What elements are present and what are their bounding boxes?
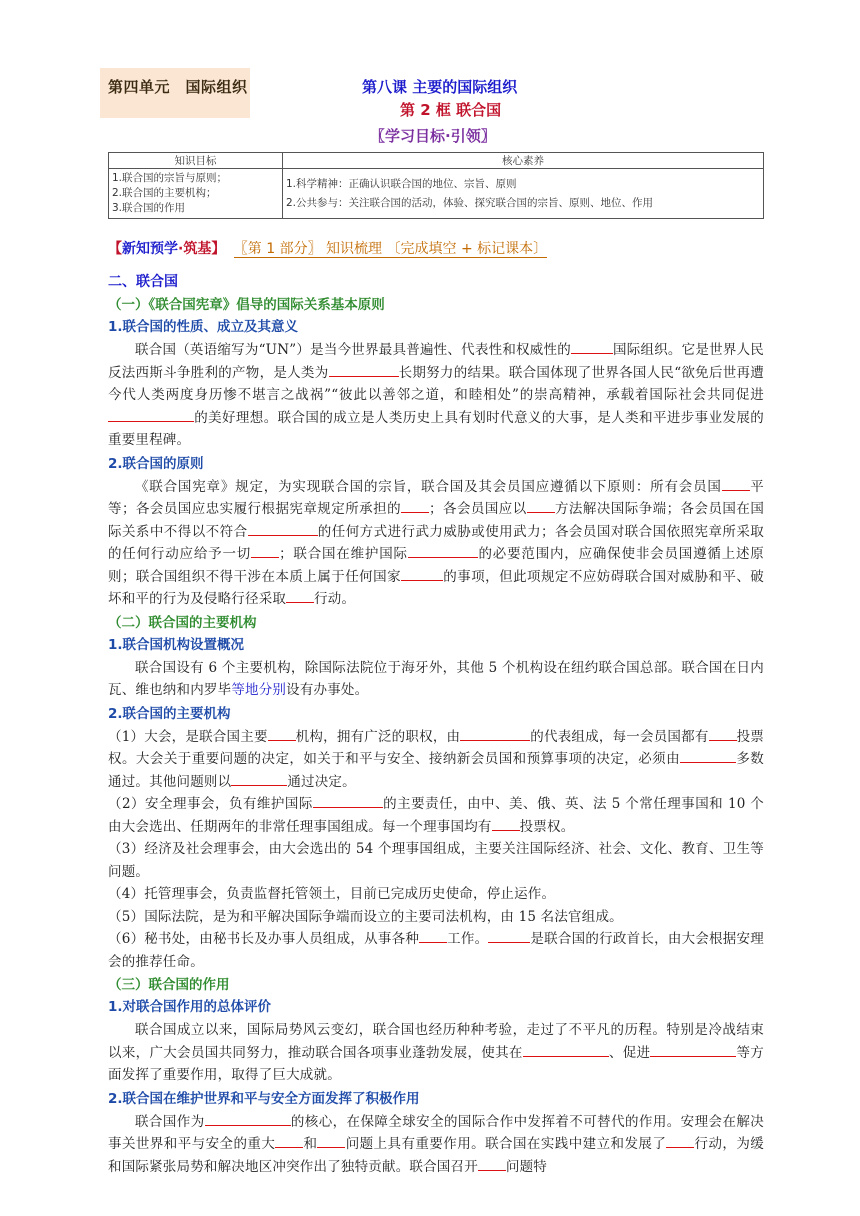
paragraph-ecosoc: （3）经济及社会理事会，由大会选出的 54 个理事国组成，主要关注国际经济、社会、文化、教育、卫生等问题。 xyxy=(108,841,764,880)
paragraph-secretariat xyxy=(108,928,764,973)
text: （2）安全理事会，负有维护国际 xyxy=(108,796,313,812)
frame-title: 第 2 框 联合国 xyxy=(400,101,502,119)
learning-goals-table xyxy=(108,152,764,219)
subsection-title: （一）《联合国宪章》倡导的国际关系基本原则 xyxy=(108,297,385,313)
fill-blank[interactable] xyxy=(401,567,443,581)
text: 的代表组成，每一会员国都有 xyxy=(530,728,709,745)
text: 机构，拥有广泛的职权，由 xyxy=(295,728,461,745)
item-title: 1.联合国的性质、成立及其意义 xyxy=(108,319,299,335)
item-title: 1.对联合国作用的总体评价 xyxy=(108,999,272,1015)
fill-blank[interactable] xyxy=(248,522,318,536)
text: 平等；各会员国应忠实履行根据宪章规定所承担的 xyxy=(108,478,764,517)
fill-blank[interactable] xyxy=(722,477,750,491)
text: 是联合国的行政首长，由大会根据安理会的推荐任命。 xyxy=(108,931,764,970)
text: 的主要责任，由中、美、俄、英、法 5 个常任理事国和 10 个由大会选出、任期两年的非常任理事国组成。每一个理事国均有 xyxy=(108,796,764,835)
fill-blank[interactable] xyxy=(488,929,530,943)
paragraph-peace-role xyxy=(108,1111,764,1179)
fill-blank[interactable] xyxy=(286,589,314,603)
knowledge-goal-item: 2.联合国的主要机构； xyxy=(112,187,217,199)
text: 联合国作为 xyxy=(135,1113,205,1130)
text: 《联合国宪章》规定，为实现联合国的宗旨，联合国及其会员国应遵循以下原则：所有会员国 xyxy=(135,478,722,495)
text: 行动，为缓和国际紧张局势和解决地区冲突作出了独特贡献。联合国召开 xyxy=(108,1136,765,1175)
fill-blank[interactable] xyxy=(650,1043,736,1057)
item-title: 2.联合国在维护世界和平与安全方面发挥了积极作用 xyxy=(108,1090,420,1107)
text: 行动。 xyxy=(314,591,356,607)
fill-blank[interactable] xyxy=(317,1134,345,1148)
fill-blank[interactable] xyxy=(478,1157,506,1171)
section-name-2: 筑基 xyxy=(183,241,212,257)
section-heading xyxy=(108,238,547,258)
paragraph-organs-overview xyxy=(108,657,764,702)
literacy-item: 2.公共参与：关注联合国的活动，体验、探究联合国的宗旨、原则、地位、作用 xyxy=(286,196,654,209)
item-title: 2.联合国的主要机构 xyxy=(108,705,231,722)
fill-blank[interactable] xyxy=(268,727,296,741)
text: （6）秘书处，由秘书长及办事人员组成，从事各种 xyxy=(108,931,420,947)
paragraph-nature xyxy=(108,339,764,452)
fill-blank[interactable] xyxy=(231,772,287,786)
paragraph-icj: （5）国际法院，是为和平解决国际争端而设立的主要司法机构，由 15 名法官组成。 xyxy=(108,908,623,925)
fill-blank[interactable] xyxy=(419,929,447,943)
knowledge-goal-item: 3.联合国的作用 xyxy=(112,202,186,214)
text: 设有办事处。 xyxy=(286,682,369,698)
bracket-close: 】 xyxy=(211,241,226,257)
fill-blank[interactable] xyxy=(666,1134,694,1148)
text: 的美好理想。联合国的成立是人类历史上具有划时代意义的大事，是人类和平进步事业发展的重要里程碑。 xyxy=(108,409,764,448)
fill-blank[interactable] xyxy=(571,340,613,354)
heading-un: 二、联合国 xyxy=(108,274,178,290)
fill-blank[interactable] xyxy=(329,363,399,377)
paragraph-security-council xyxy=(108,793,764,838)
text: 问题上具有重要作用。联合国在实践中建立和发展了 xyxy=(345,1136,667,1152)
fill-blank[interactable] xyxy=(205,1112,291,1126)
text: 国际组织。它是世界人民反法西斯斗争胜利的产物，是人类为 xyxy=(108,342,765,381)
text: 联合国成立以来，国际局势风云变幻，联合国也经历种种考验，走过了不平凡的历程。特别是冷战结束以来，广大会员国共同努力，推动联合国各项事业蓬勃发展，使其在 xyxy=(108,1022,764,1061)
text: 联合国（英语缩写为“UN”）是当今世界最具普遍性、代表性和权威性的 xyxy=(135,342,571,358)
learning-goals-title: 〖学习目标·引领〗 xyxy=(370,127,496,145)
text: 的核心，在保障全球安全的国际合作中发挥着不可替代的作用。安理会在解决事关世界和平与安全的重大 xyxy=(108,1113,764,1152)
text: 的事项，但此项规定不应妨碍联合国对威胁和平、破坏和平的行为及侵略行径采取 xyxy=(108,568,764,607)
item-title: 1.联合国机构设置概况 xyxy=(108,636,245,653)
paragraph-evaluation xyxy=(108,1019,764,1087)
text: 和 xyxy=(303,1136,318,1152)
text: 的任何方式进行武力威胁或使用武力；各会员国对联合国依照宪章所采取的任何行动应给予一切 xyxy=(108,523,765,562)
bracket-open: 【 xyxy=(108,241,122,257)
fill-blank[interactable] xyxy=(523,1043,609,1057)
text: 投票权。 xyxy=(519,818,575,835)
knowledge-goals-header: 知识目标 xyxy=(109,153,283,169)
highlight-text: 等地分别 xyxy=(231,682,287,698)
fill-blank[interactable] xyxy=(251,544,279,558)
fill-blank[interactable] xyxy=(313,794,383,808)
text: 问题特 xyxy=(505,1158,548,1175)
fill-blank[interactable] xyxy=(460,727,530,741)
text: 投票权。大会关于重要问题的决定，如关于和平与安全、接纳新会员国和预算事项的决定，必须由 xyxy=(108,728,765,767)
lesson-title: 第八课 主要的国际组织 xyxy=(362,78,518,96)
subsection-title: （三）联合国的作用 xyxy=(108,977,230,993)
fill-blank[interactable] xyxy=(108,408,194,422)
fill-blank[interactable] xyxy=(492,817,520,831)
paragraph-principles xyxy=(108,476,764,611)
fill-blank[interactable] xyxy=(408,544,478,558)
section-dot: · xyxy=(178,241,184,257)
text: 长期努力的结果。联合国体现了世界各国人民“欲免后世再遭今代人类两度身历惨不堪言之战祸”“彼此以善邻之道，和睦相处”的崇高精神，承载着国际社会共同促进 xyxy=(108,364,764,403)
text: 通过决定。 xyxy=(287,773,356,790)
knowledge-goals-cell xyxy=(109,169,283,219)
item-title: 2.联合国的原则 xyxy=(108,455,204,472)
text: 联合国设有 6 个主要机构，除国际法院位于海牙外，其他 5 个机构设在纽约联合国总部。联合国在日内瓦、维也纳和内罗毕 xyxy=(108,659,764,698)
fill-blank[interactable] xyxy=(401,499,429,513)
text: 方法解决国际争端；各会员国在国际关系中不得以不符合 xyxy=(108,501,765,540)
text: 工作。 xyxy=(447,931,489,947)
text: ；联合国在维护国际 xyxy=(279,546,408,562)
fill-blank[interactable] xyxy=(275,1134,303,1148)
knowledge-goal-item: 1.联合国的宗旨与原则； xyxy=(112,172,228,184)
text: 等方面发挥了重要作用，取得了巨大成就。 xyxy=(108,1044,765,1083)
text: ；各会员国应以 xyxy=(429,501,527,517)
paragraph-trusteeship: （4）托管理事会，负责监督托管领土，目前已完成历史使命，停止运作。 xyxy=(108,886,556,902)
fill-blank[interactable] xyxy=(680,749,736,763)
part-label: 〖第 1 部分〗 知识梳理 〔完成填空 + 标记课本〕 xyxy=(233,241,548,257)
main-content xyxy=(108,271,764,1178)
text: 的必要范围内，应确保使非会员国遵循上述原则；联合国组织不得干涉在本质上属于任何国家 xyxy=(108,546,765,585)
literacy-item: 1.科学精神：正确认识联合国的地位、宗旨、原则 xyxy=(286,177,517,190)
text: 多数通过。其他问题则以 xyxy=(108,751,765,790)
subsection-title: （二）联合国的主要机构 xyxy=(108,614,257,631)
fill-blank[interactable] xyxy=(527,499,555,513)
core-literacy-header: 核心素养 xyxy=(283,153,764,169)
unit-title: 第四单元 国际组织 xyxy=(108,78,248,96)
paragraph-assembly xyxy=(108,726,764,794)
fill-blank[interactable] xyxy=(709,727,737,741)
text: （1）大会，是联合国主要 xyxy=(108,728,268,745)
text: 、促进 xyxy=(608,1044,651,1061)
section-name: 新知预学 xyxy=(122,241,178,257)
core-literacy-cell xyxy=(283,169,764,219)
